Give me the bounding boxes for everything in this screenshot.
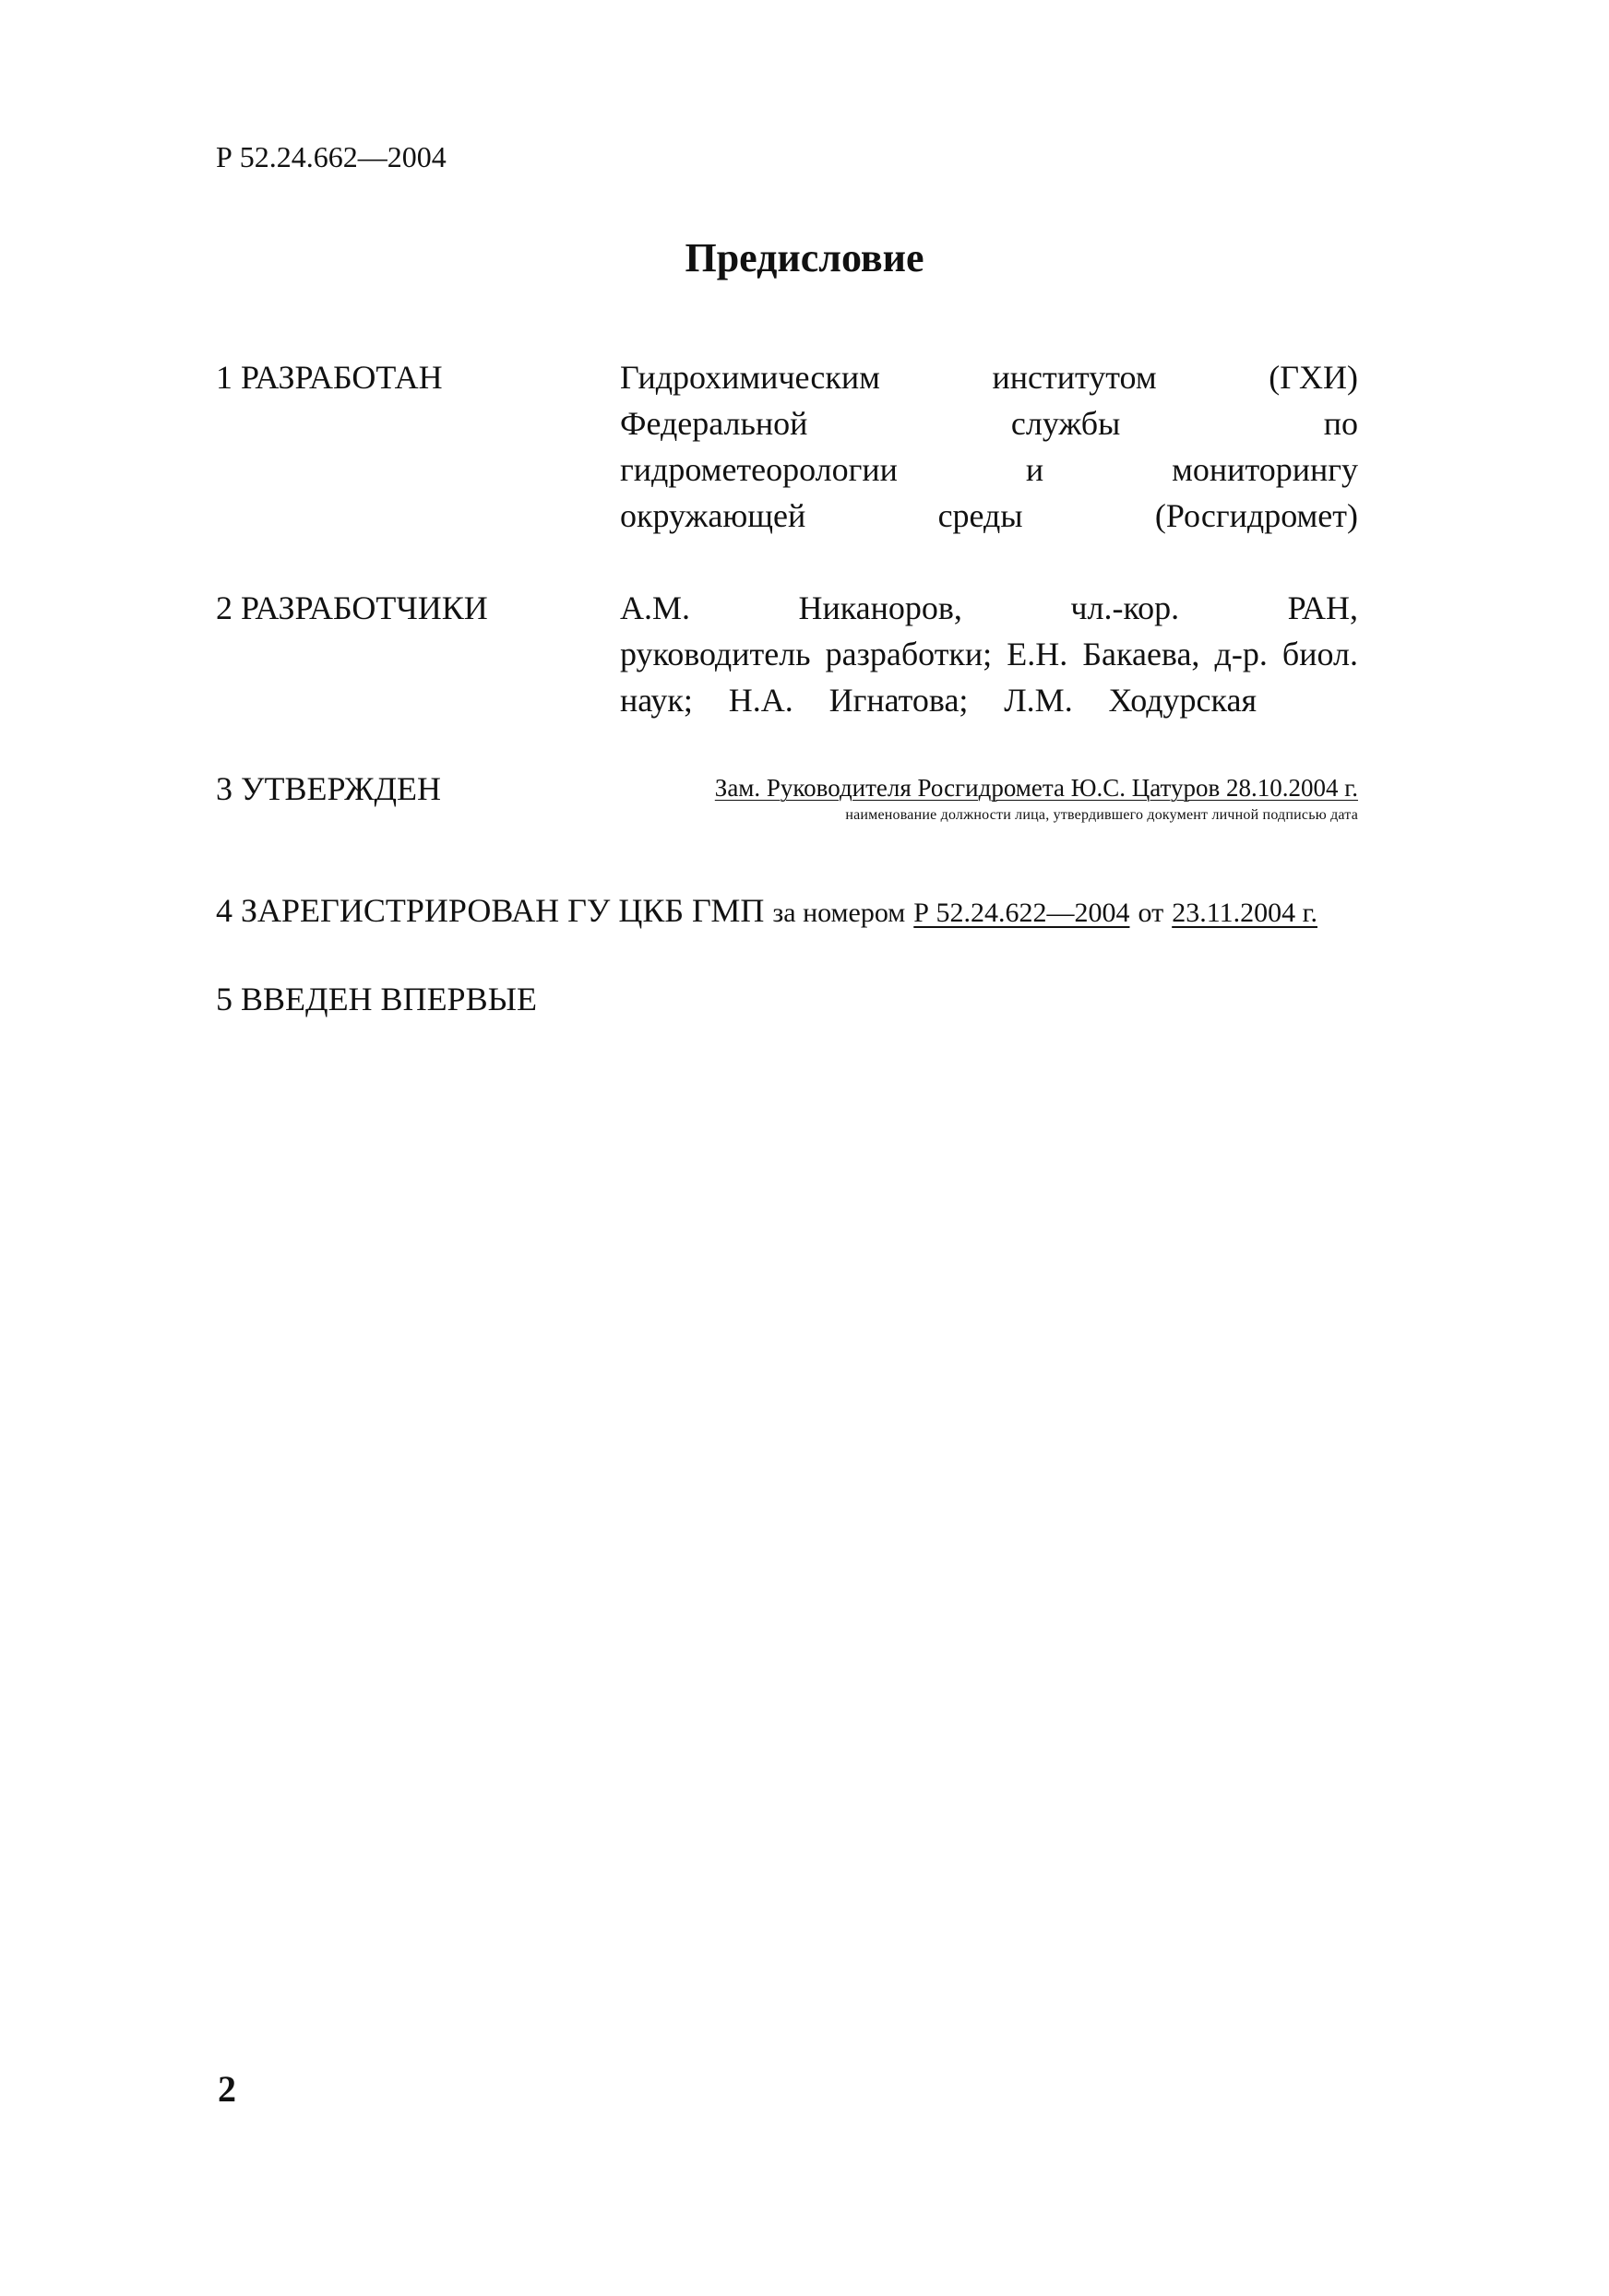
page-title-text: Предисловие <box>685 235 924 280</box>
document-code: Р 52.24.662—2004 <box>216 140 447 173</box>
page-number: 2 <box>218 2068 236 2110</box>
item-approved-label: 3 УТВЕРЖДЕН <box>216 770 442 807</box>
developers-line-2: руководитель разработки; Е.Н. Бакаева, д-р. биол. <box>620 636 1358 672</box>
item-first-introduced: 5 ВВЕДЕН ВПЕРВЫЕ <box>216 981 537 1017</box>
developed-line-1: Гидрохимическим институтом (ГХИ) <box>620 359 1359 396</box>
developers-line-3: наук; Н.А. Игнатова; Л.М. Ходурская <box>620 682 1257 719</box>
item-developers-value <box>620 585 1358 723</box>
developed-line-3: гидрометеорологии и мониторингу <box>620 451 1358 488</box>
item-approved-value <box>620 771 1358 825</box>
page-title <box>0 232 1609 284</box>
registered-date: 23.11.2004 г. <box>1172 898 1317 928</box>
registered-from: от <box>1138 898 1164 928</box>
developed-line-4: окружающей среды (Росгидромет) <box>620 497 1358 534</box>
item-developers-label: 2 РАЗРАБОТЧИКИ <box>216 589 488 626</box>
item-developed-label: 1 РАЗРАБОТАН <box>216 359 443 396</box>
registered-label: 4 ЗАРЕГИСТРИРОВАН ГУ ЦКБ ГМП <box>216 892 765 929</box>
registered-by-number: за номером <box>772 898 906 928</box>
item-registered <box>216 887 1317 936</box>
approved-text: Зам. Руководителя Росгидромета Ю.С. Цатуров 28.10.2004 г. <box>714 774 1358 802</box>
approved-caption: наименование должности лица, утвердившего документ личной подписью дата <box>845 807 1358 823</box>
registered-number: Р 52.24.622—2004 <box>913 898 1130 928</box>
developed-line-2: Федеральной службы по <box>620 405 1358 442</box>
item-developed-value <box>620 354 1358 539</box>
developers-line-1: А.М. Никаноров, чл.-кор. РАН, <box>620 589 1358 626</box>
